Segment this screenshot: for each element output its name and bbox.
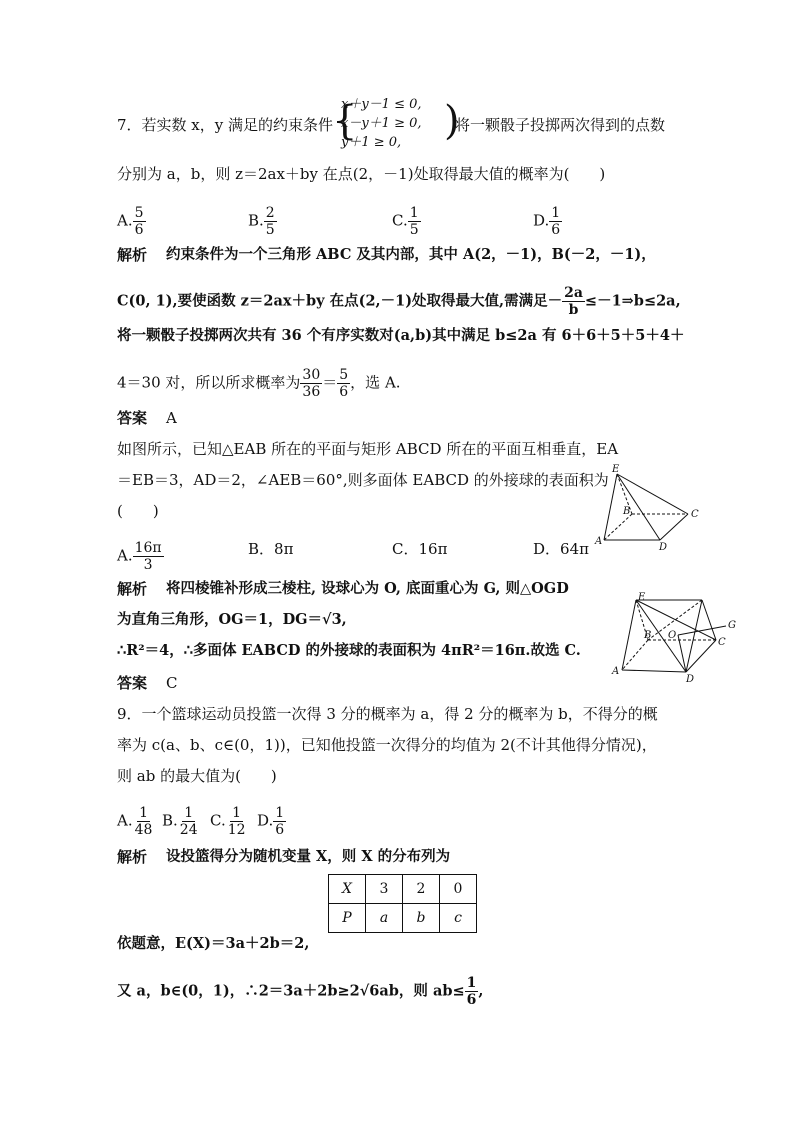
edge-dc xyxy=(660,514,688,540)
q7-solution-line2: C(0, 1),要使函数 z＝2ax＋by 在点(2,－1)处取得最大值,需满足－ $\frac{2a}{b}$ ≤－1⇒b≤2a, xyxy=(117,285,681,318)
q7-option-a[interactable]: A. $\frac{5}{6}$ xyxy=(117,205,144,238)
q7-solution-line3: 将一颗骰子投掷两次共有 36 个有序实数对(a,b)其中满足 b≤2a 有 6＋6＋5＋5＋4＋ xyxy=(117,327,685,344)
table-cell: c xyxy=(440,904,477,933)
q9-solution-line3: 又 a，b∈(0，1)，∴2＝3a＋2b≥2√6ab，则 ab≤ $\frac{1}{6}$ , xyxy=(117,975,484,1008)
q8-figure-pyramid xyxy=(592,462,704,554)
edge-dc xyxy=(686,640,716,672)
q8-figure-prism xyxy=(608,590,738,686)
q8-stem-line3: ( ) xyxy=(117,502,159,520)
q8-answer-label: 答案 xyxy=(117,674,148,692)
fraction: $\frac{1}{5}$ xyxy=(409,205,419,238)
label-b: B xyxy=(644,630,652,641)
edge-ba xyxy=(622,640,648,670)
q9-solution-line2: 依题意，E(X)＝3a＋2b＝2, xyxy=(117,935,310,952)
q8-stem-line2: ＝EB＝3，AD＝2，∠AEB＝60°,则多面体 EABCD 的外接球的表面积为 xyxy=(117,471,609,489)
q8-option-a[interactable]: A. $\frac{16\pi}{3}$ xyxy=(117,540,162,573)
q9-stem-line2: 率为 c(a、b、c∈(0，1))，已知他投篮一次得分的均值为 2(不计其他得分情况)， xyxy=(117,736,657,754)
label-d: D xyxy=(659,542,668,553)
q9-option-a[interactable]: A. $\frac{1}{48}$ xyxy=(117,805,153,838)
label-c: C xyxy=(718,637,726,648)
q7-stem-line2: 分别为 a，b，则 z＝2ax＋by 在点(2，－1)处取得最大值的概率为( ) xyxy=(117,165,606,183)
q8-solution-line3: ∴R²＝4，∴多面体 EABCD 的外接球的表面积为 4πR²＝16π.故选 C. xyxy=(117,642,581,659)
q8-solution-label: 解析 xyxy=(117,580,148,598)
fraction: $\frac{5}{6}$ xyxy=(339,367,349,400)
q8-option-c[interactable]: C．16π xyxy=(392,540,448,558)
q7-stem-prefix: 7．若实数 x，y 满足的约束条件 xyxy=(117,116,334,134)
fraction: $\frac{1}{6}$ xyxy=(466,975,477,1008)
fraction: $\frac{16\pi}{3}$ xyxy=(134,540,162,573)
fraction: $\frac{30}{36}$ xyxy=(302,367,321,400)
edge-ad xyxy=(622,670,686,672)
brace-left: { xyxy=(332,98,358,144)
fraction: $\frac{1}{12}$ xyxy=(227,805,246,838)
table-cell: 2 xyxy=(403,875,440,904)
q7-constraint-3: y＋1 ≥ 0, xyxy=(341,135,402,150)
q8-option-b[interactable]: B．8π xyxy=(248,540,294,558)
label-o: O xyxy=(668,630,677,641)
fraction: $\frac{1}{6}$ xyxy=(551,205,561,238)
q7-constraint-1: x＋y－1 ≤ 0, xyxy=(341,97,422,112)
fraction: $\frac{2}{5}$ xyxy=(265,205,275,238)
label-g: G xyxy=(728,620,736,631)
table-cell: b xyxy=(403,904,440,933)
q7-constraint-2: x－y＋1 ≥ 0, xyxy=(341,116,422,131)
q7-answer-label: 答案 xyxy=(117,409,148,427)
table-row xyxy=(329,875,477,904)
fraction: $\frac{1}{24}$ xyxy=(179,805,198,838)
label-e: E xyxy=(638,592,646,603)
edge-ea xyxy=(622,600,636,670)
label-a: A xyxy=(612,666,620,677)
edge-og xyxy=(678,626,726,635)
q9-option-b[interactable]: B. $\frac{1}{24}$ xyxy=(162,805,198,838)
q8-solution-line1: 将四棱锥补形成三棱柱, 设球心为 O, 底面重心为 G, 则△OGD xyxy=(166,580,569,597)
q9-stem-line3: 则 ab 的最大值为( ) xyxy=(117,767,277,785)
table-row xyxy=(329,904,477,933)
fraction: $\frac{2a}{b}$ xyxy=(564,285,583,318)
fraction: $\frac{1}{6}$ xyxy=(275,805,285,838)
q7-option-b[interactable]: B. $\frac{2}{5}$ xyxy=(248,205,275,238)
q9-solution-label: 解析 xyxy=(117,848,148,866)
fraction: $\frac{1}{48}$ xyxy=(134,805,153,838)
brace-right: ) xyxy=(444,98,460,144)
q9-stem-line1: 9．一个篮球运动员投篮一次得 3 分的概率为 a，得 2 分的概率为 b，不得分的概 xyxy=(117,705,658,723)
table-cell: 3 xyxy=(366,875,403,904)
edge-ea xyxy=(604,474,617,540)
label-d: D xyxy=(686,674,695,685)
q7-solution-line1: 约束条件为一个三角形 ABC 及其内部，其中 A(2，－1)，B(－2，－1)， xyxy=(166,246,656,263)
q9-solution-line1: 设投篮得分为随机变量 X，则 X 的分布列为 xyxy=(166,848,451,865)
q9-option-c[interactable]: C. $\frac{1}{12}$ xyxy=(210,805,246,838)
label-b: B xyxy=(623,506,631,517)
q7-option-c[interactable]: C. $\frac{1}{5}$ xyxy=(392,205,419,238)
table-cell: X xyxy=(329,875,366,904)
edge-side xyxy=(686,600,702,672)
q9-option-d[interactable]: D. $\frac{1}{6}$ xyxy=(257,805,285,838)
q9-distribution-table xyxy=(328,874,477,933)
q8-answer: C xyxy=(166,674,178,692)
table-cell: 0 xyxy=(440,875,477,904)
fraction: $\frac{5}{6}$ xyxy=(134,205,144,238)
q7-solution-line4: 4＝30 对，所以所求概率为 $\frac{30}{36}$ ＝ $\frac{5}{6}$ ，选 A. xyxy=(117,367,401,400)
label-a: A xyxy=(595,536,603,547)
q8-solution-line2: 为直角三角形，OG＝1，DG＝√3, xyxy=(117,611,347,628)
label-e: E xyxy=(612,464,620,475)
table-cell: P xyxy=(329,904,366,933)
q7-solution-label: 解析 xyxy=(117,246,148,264)
q7-answer: A xyxy=(166,409,177,427)
label-c: C xyxy=(691,509,699,520)
q7-stem-suffix: 将一颗骰子投掷两次得到的点数 xyxy=(455,116,666,134)
q7-option-d[interactable]: D. $\frac{1}{6}$ xyxy=(533,205,561,238)
q8-stem-line1: 如图所示，已知△EAB 所在的平面与矩形 ABCD 所在的平面互相垂直，EA xyxy=(117,440,619,458)
table-cell: a xyxy=(366,904,403,933)
q8-option-d[interactable]: D．64π xyxy=(533,540,589,558)
